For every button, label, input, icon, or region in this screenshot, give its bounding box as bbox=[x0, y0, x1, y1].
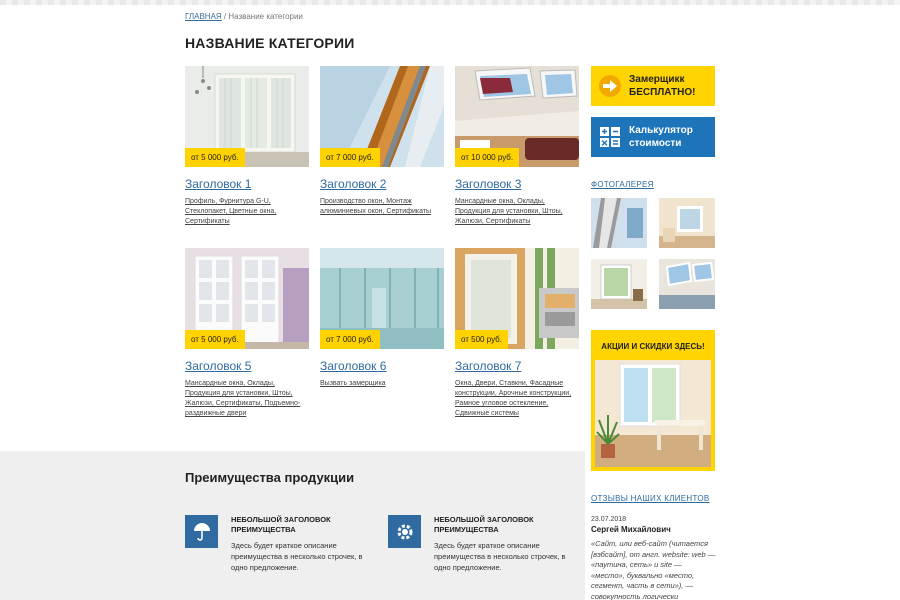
promo-banner[interactable] bbox=[591, 330, 715, 471]
price-badge: от 7 000 руб. bbox=[320, 148, 380, 167]
product-tags bbox=[455, 379, 579, 419]
breadcrumb-separator: / bbox=[221, 12, 229, 21]
product-card bbox=[320, 66, 444, 217]
product-card bbox=[320, 248, 444, 389]
measure-free-label: Замерщикк БЕСПЛАТНО! bbox=[629, 74, 696, 98]
gallery-photo[interactable] bbox=[659, 198, 715, 248]
product-title-link[interactable]: Заголовок 2 bbox=[320, 177, 387, 191]
advantage-heading: НЕБОЛЬШОЙ ЗАГОЛОВОК ПРЕИМУЩЕСТВА bbox=[434, 515, 534, 534]
gear-icon bbox=[388, 515, 421, 548]
product-tags-links[interactable]: Профиль, Фурнитура G-U, Стеклопакет, Цветные окна, Сертификаты bbox=[185, 198, 277, 225]
promo-label: АКЦИИ И СКИДКИ ЗДЕСЬ! bbox=[601, 342, 705, 351]
product-card bbox=[455, 66, 579, 227]
gallery-link[interactable]: ФОТОГАЛЕРЕЯ bbox=[591, 180, 654, 189]
umbrella-icon bbox=[185, 515, 218, 548]
product-tags bbox=[185, 379, 309, 419]
advantage-description: Здесь будет краткое описание преимущества в несколько строчек, в одно предложение. bbox=[434, 541, 566, 572]
advantage-description: Здесь будет краткое описание преимущества в несколько строчек, в одно предложение. bbox=[231, 541, 363, 572]
breadcrumb-home-link[interactable]: ГЛАВНАЯ bbox=[185, 12, 222, 21]
product-image[interactable] bbox=[320, 66, 444, 167]
product-image[interactable] bbox=[455, 66, 579, 167]
review-author: Сергей Михайлович bbox=[591, 525, 671, 534]
product-image[interactable] bbox=[320, 248, 444, 349]
product-card bbox=[185, 66, 309, 227]
reviews-link[interactable]: ОТЗЫВЫ НАШИХ КЛИЕНТОВ bbox=[591, 494, 710, 503]
product-tags bbox=[185, 197, 309, 227]
breadcrumb-current: Название категории bbox=[228, 12, 303, 21]
product-image[interactable] bbox=[185, 248, 309, 349]
price-badge: от 5 000 руб. bbox=[185, 148, 245, 167]
product-tags-links[interactable]: Мансардные окна, Оклады, Продукция для установки, Штоы, Жалюзи, Сертификаты bbox=[455, 198, 563, 225]
gallery-photo[interactable] bbox=[659, 259, 715, 309]
product-image[interactable] bbox=[455, 248, 579, 349]
promo-image bbox=[595, 360, 711, 467]
arrow-right-icon bbox=[599, 75, 621, 97]
product-title-link[interactable]: Заголовок 7 bbox=[455, 359, 522, 373]
product-image[interactable] bbox=[185, 66, 309, 167]
product-tags bbox=[455, 197, 579, 227]
price-badge: от 500 руб. bbox=[455, 330, 508, 349]
review-text: «Сайт, или веб-сайт (читается [вэбсайт], от англ. website: web — «паутина, сеть» и site — «место», буквально «место, сегмент, часть в сети»), — совокупность логически bbox=[591, 539, 716, 600]
price-badge: от 5 000 руб. bbox=[185, 330, 245, 349]
product-title-link[interactable]: Заголовок 3 bbox=[455, 177, 522, 191]
product-tags-links[interactable]: Производство окон, Монтаж алюминиевых окон, Сертификаты bbox=[320, 198, 432, 215]
product-tags-links[interactable]: Мансардные окна, Оклады, Продукция для установки, Штоы, Жалюзи, Сертификаты, Подъемно-раздвижные двери bbox=[185, 380, 301, 417]
calculator-label: Калькулятор стоимости bbox=[629, 125, 693, 149]
breadcrumb bbox=[185, 12, 303, 21]
product-tags-links[interactable]: Вызвать замерщика bbox=[320, 380, 386, 387]
advantage-heading: НЕБОЛЬШОЙ ЗАГОЛОВОК ПРЕИМУЩЕСТВА bbox=[231, 515, 331, 534]
gallery-photo[interactable] bbox=[591, 198, 647, 248]
product-tags bbox=[320, 379, 444, 389]
review-date: 23.07.2018 bbox=[591, 516, 627, 523]
advantages-title: Преимущества продукции bbox=[185, 470, 355, 485]
calculator-button[interactable] bbox=[591, 117, 715, 157]
product-title-link[interactable]: Заголовок 5 bbox=[185, 359, 252, 373]
page-title: НАЗВАНИЕ КАТЕГОРИИ bbox=[185, 35, 355, 51]
price-badge: от 7 000 руб. bbox=[320, 330, 380, 349]
measure-free-button[interactable] bbox=[591, 66, 715, 106]
price-badge: от 10 000 руб. bbox=[455, 148, 519, 167]
gallery-photo[interactable] bbox=[591, 259, 647, 309]
calculator-icon bbox=[599, 126, 621, 148]
product-card bbox=[185, 248, 309, 419]
product-card bbox=[455, 248, 579, 419]
product-title-link[interactable]: Заголовок 1 bbox=[185, 177, 252, 191]
product-tags-links[interactable]: Окна, Двери, Ставкни, Фасадные конструкции, Арочные конструкции, Рамное угловое остекление, Сдвижные системы bbox=[455, 380, 572, 417]
product-tags bbox=[320, 197, 444, 217]
product-title-link[interactable]: Заголовок 6 bbox=[320, 359, 387, 373]
